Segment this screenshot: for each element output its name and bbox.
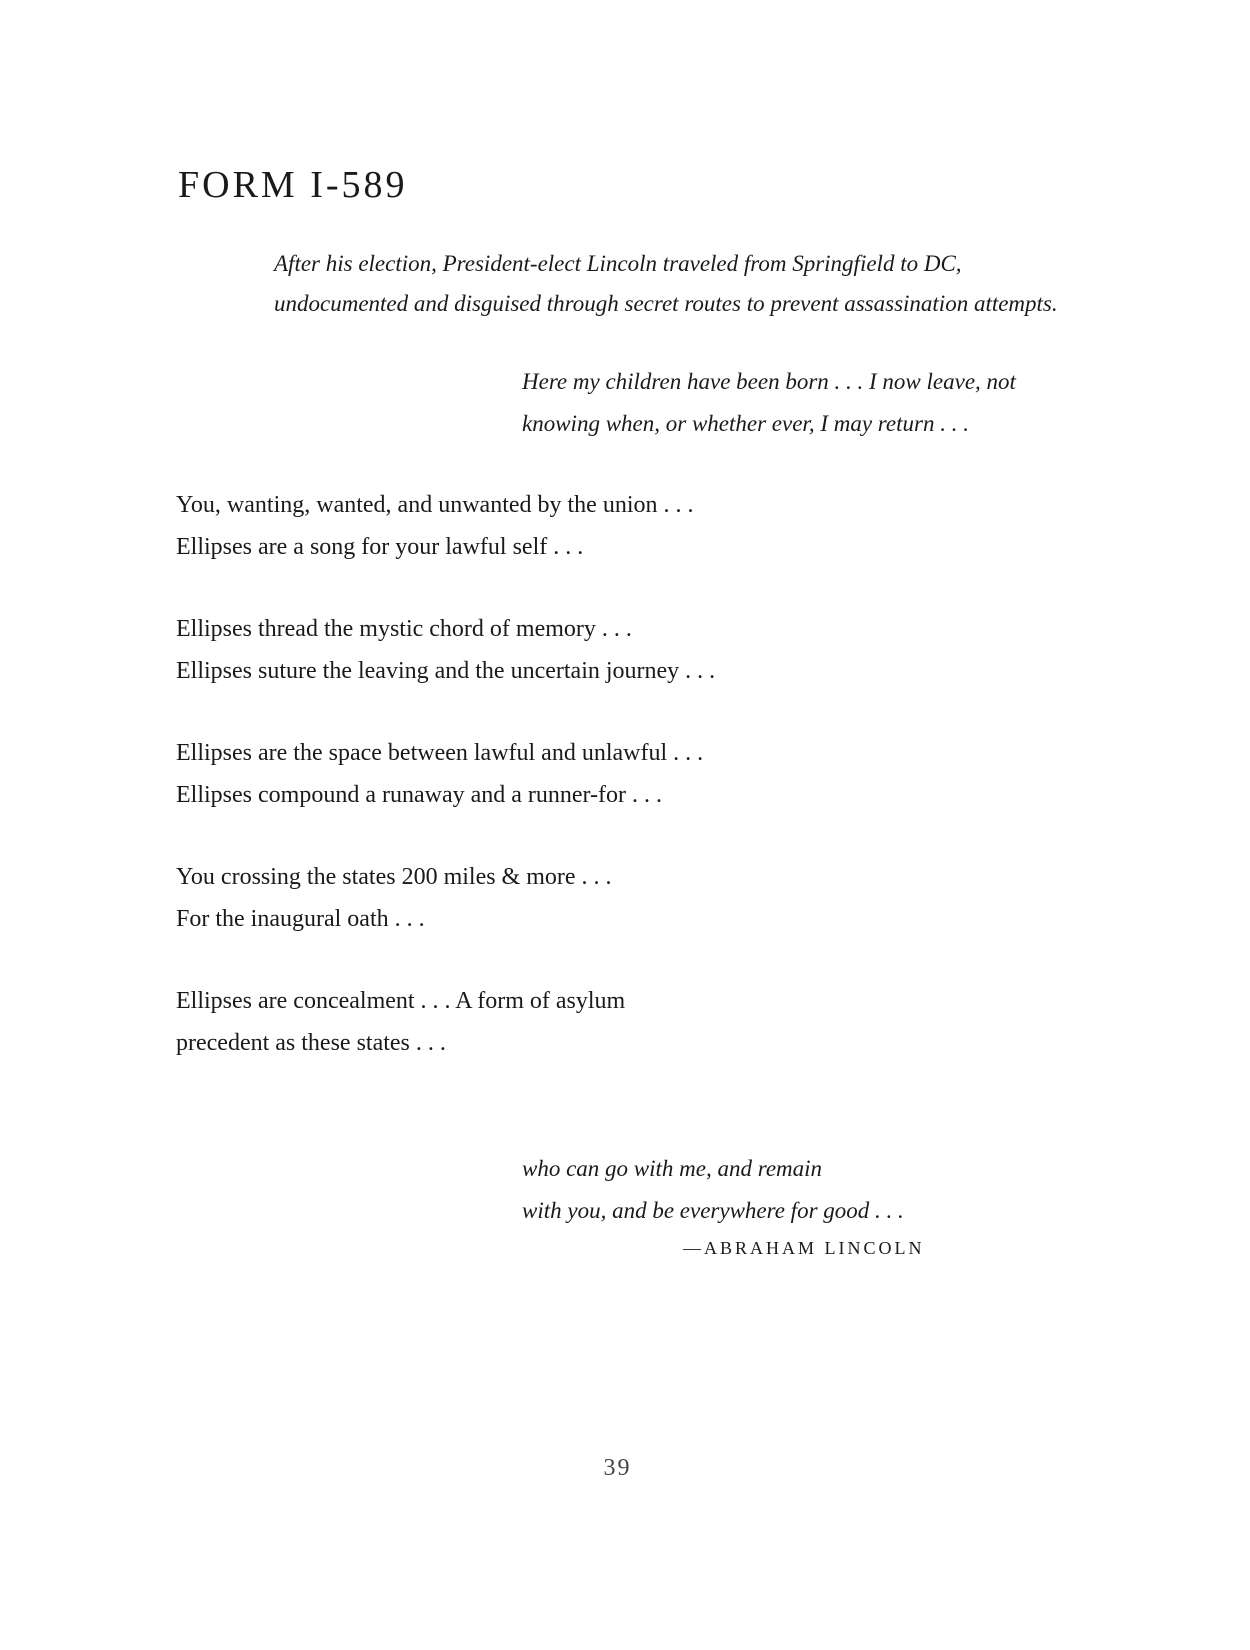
lincoln-quote-top [522,361,1162,445]
epigraph-line: undocumented and disguised through secret routes to prevent assassination attempts. [274,291,1058,316]
page-number: 39 [603,1455,632,1481]
quote-line: Here my children have been born . . . I now leave, not [522,369,1016,394]
quote-line: with you, and be everywhere for good . . . [522,1198,904,1223]
poem-line: For the inaugural oath . . . [176,906,425,932]
quote-line: knowing when, or whether ever, I may return . . . [522,411,969,436]
poem-title: FORM I-589 [178,164,408,206]
lincoln-quote-bottom [522,1148,1162,1232]
poem-line: Ellipses suture the leaving and the uncertain journey . . . [176,658,716,684]
poem-line: You, wanting, wanted, and unwanted by the union . . . [176,492,694,518]
poem-body [176,484,1076,1104]
stanza [176,732,1076,816]
poem-line: Ellipses compound a runaway and a runner-for . . . [176,782,663,808]
quote-attribution: —ABRAHAM LINCOLN [683,1238,925,1258]
poem-line: You crossing the states 200 miles & more . . . [176,864,612,890]
epigraph-line: After his election, President-elect Lincoln traveled from Springfield to DC, [274,251,962,276]
epigraph [274,244,1174,324]
stanza [176,608,1076,692]
quote-line: who can go with me, and remain [522,1156,823,1181]
stanza [176,856,1076,940]
poem-line: Ellipses are the space between lawful and unlawful . . . [176,740,704,766]
poem-line: precedent as these states . . . [176,1030,446,1056]
poem-line: Ellipses are a song for your lawful self . . . [176,534,584,560]
poem-line: Ellipses are concealment . . . A form of asylum [176,988,626,1014]
poem-line: Ellipses thread the mystic chord of memory . . . [176,616,632,642]
stanza [176,484,1076,568]
stanza [176,980,1076,1064]
